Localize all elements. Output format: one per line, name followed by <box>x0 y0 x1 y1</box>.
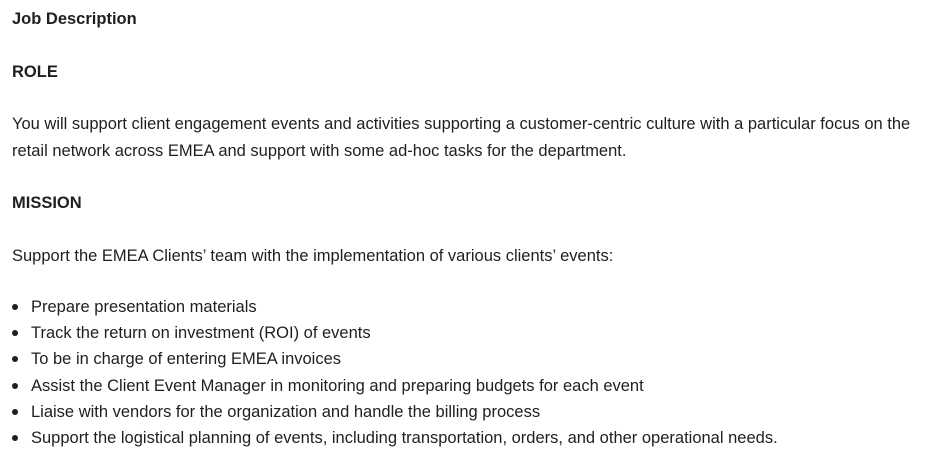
list-item <box>12 425 778 451</box>
list-item-text: Prepare presentation materials <box>31 298 257 316</box>
bullet-icon <box>12 356 18 362</box>
bullet-icon <box>12 383 18 389</box>
list-item <box>12 294 778 320</box>
list-item-text: To be in charge of entering EMEA invoices <box>31 350 342 369</box>
mission-intro: Support the EMEA Clients’ team with the implementation of various clients’ events: <box>12 247 614 265</box>
bullet-icon <box>12 435 18 441</box>
role-text: You will support client engagement events and activities supporting a customer-centric culture with a particular focus on the retail network across EMEA and support with some ad-hoc tasks for the department. <box>12 115 911 160</box>
list-item <box>12 320 778 346</box>
list-item-text: Assist the Client Event Manager in monitoring and preparing budgets for each event <box>31 376 644 395</box>
mission-heading: MISSION <box>12 194 82 212</box>
list-item-text: Track the return on investment (ROI) of events <box>31 324 371 343</box>
mission-list <box>12 294 778 451</box>
list-item <box>12 373 778 399</box>
list-item-text: Liaise with vendors for the organization and handle the billing process <box>31 402 541 421</box>
list-item-text: Support the logistical planning of events, including transportation, orders, and other operational needs. <box>31 429 778 448</box>
bullet-icon <box>12 304 18 310</box>
bullet-icon <box>12 330 18 336</box>
role-heading: ROLE <box>12 63 58 81</box>
list-item <box>12 346 778 372</box>
list-item <box>12 399 778 425</box>
bullet-icon <box>12 409 18 415</box>
job-description-heading: Job Description <box>12 10 137 28</box>
